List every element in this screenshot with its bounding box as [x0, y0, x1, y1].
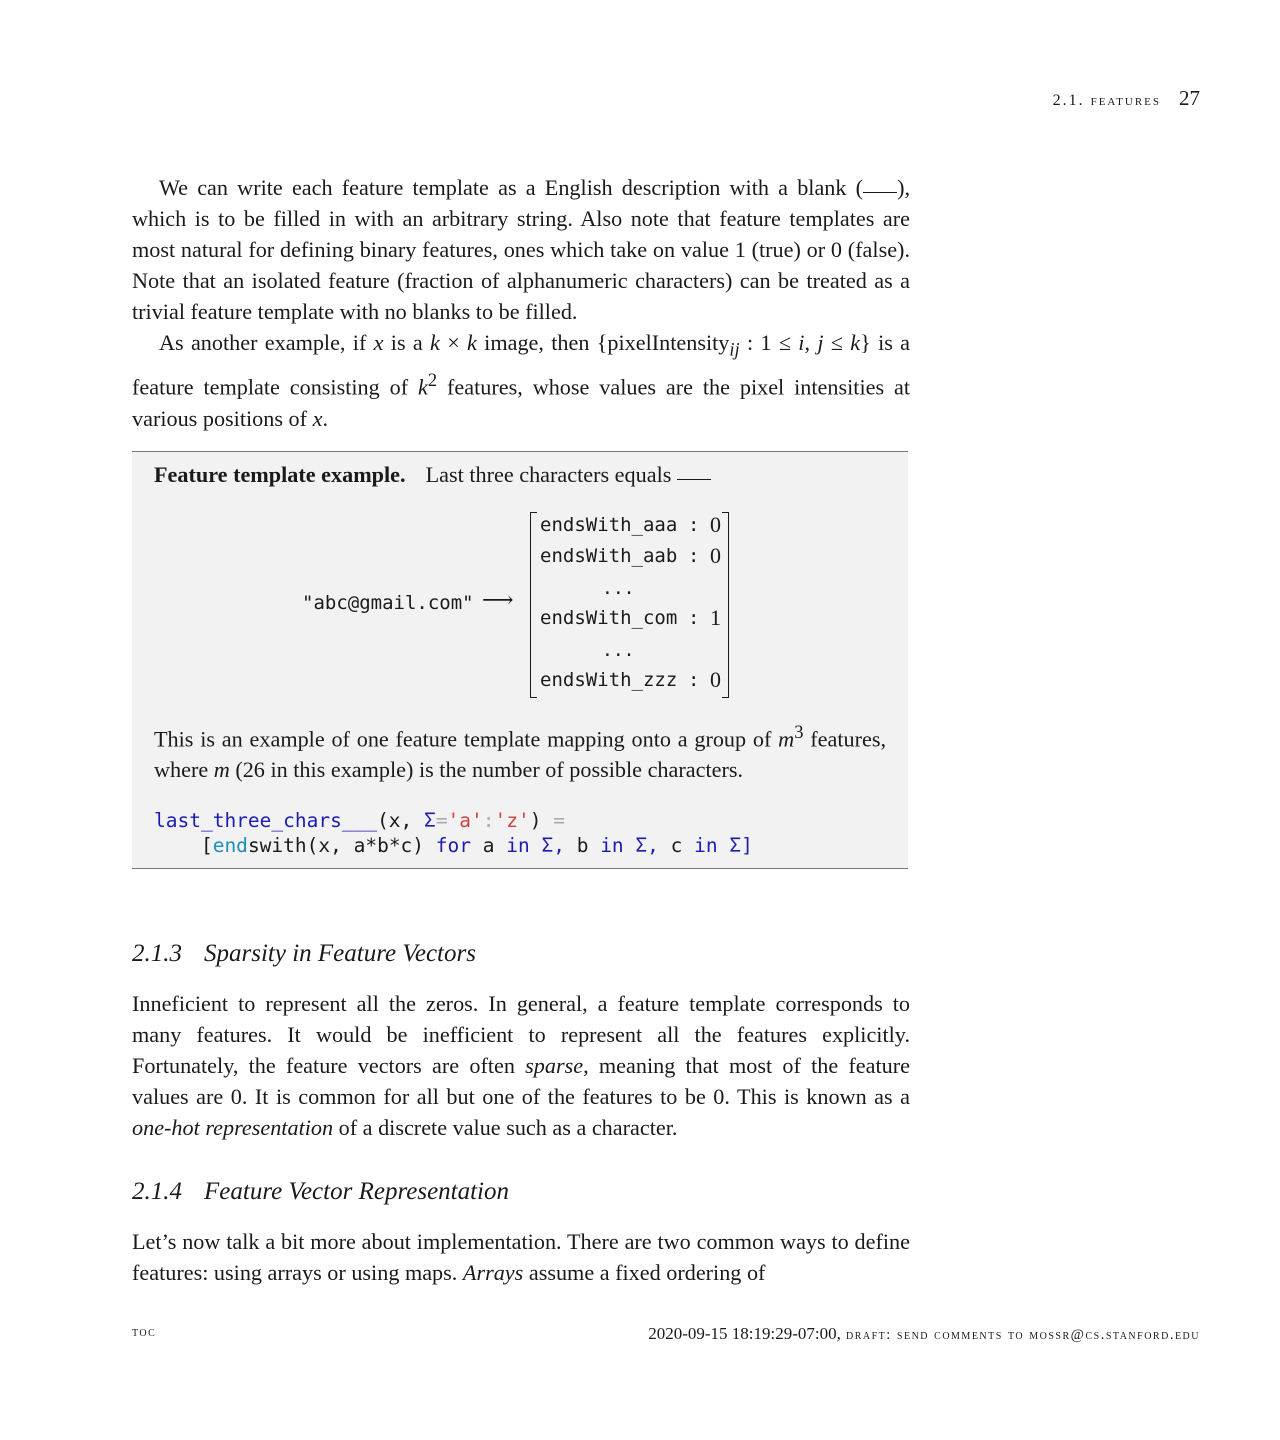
- paragraph-sparsity: Inneficient to represent all the zeros. In general, a feature template corresponds to many features. It would be inefficient to represent all the features explicitly. Fortunately, the feature vectors are often sparse, meaning that most of the feature values are 0. It is common for all but one of the features to be 0. This is known as a one-hot representation of a discrete value such as a character.: [132, 991, 910, 1140]
- blank-line: [863, 192, 897, 193]
- example-box: [132, 451, 908, 869]
- paragraph-implementation: Let’s now talk a bit more about implementation. There are two common ways to define features: using arrays or using maps. Arrays assume a fixed ordering of: [132, 1229, 910, 1285]
- vector-ellipsis: ...: [602, 578, 635, 599]
- section-heading-2-1-4: [132, 1178, 509, 1206]
- vector-left-bracket: [530, 512, 537, 698]
- example-box-subtitle: Last three characters equals: [425, 462, 672, 487]
- section-title: Sparsity in Feature Vectors: [204, 940, 476, 967]
- footer-toc-link[interactable]: toc: [132, 1324, 157, 1340]
- example-box-title: Feature template example.: [154, 462, 406, 487]
- section-2-1-3-body: [132, 988, 910, 1143]
- page-number: 27: [1179, 86, 1200, 110]
- section-2-1-4-body: [132, 1226, 910, 1288]
- vector-row: endsWith_com : 1: [540, 605, 721, 630]
- running-head: [1053, 86, 1200, 111]
- section-number: 2.1.4: [132, 1178, 182, 1205]
- running-head-section: 2.1. features: [1052, 92, 1161, 109]
- vector-row: endsWith_aaa : 0: [540, 512, 721, 537]
- code-snippet: last_three_chars___(x, Σ='a':'z') = [endswith(x, a*b*c) for a in Σ, b in Σ, c in Σ]: [154, 809, 753, 857]
- vector-ellipsis: ...: [602, 640, 635, 661]
- section-heading-2-1-3: [132, 940, 476, 968]
- mapping-arrow: ⟶: [482, 588, 514, 613]
- footer-draft-note: [648, 1324, 1200, 1344]
- vector-row: endsWith_aab : 0: [540, 543, 721, 568]
- footer-comments: draft: send comments to mossr@cs.stanford.edu: [840, 1327, 1200, 1343]
- section-number: 2.1.3: [132, 940, 182, 967]
- vector-row: endsWith_zzz : 0: [540, 667, 721, 692]
- example-explanation: This is an example of one feature template mapping onto a group of $m^3$ features, where m (26 in this example) is the number of possible characters.: [154, 723, 886, 783]
- section-title: Feature Vector Representation: [204, 1178, 510, 1205]
- example-box-heading: [154, 462, 711, 488]
- footer-date: 2020-09-15 18:19:29-07:00,: [648, 1324, 841, 1343]
- input-string: "abc@gmail.com": [302, 592, 474, 614]
- intro-paragraphs: [132, 172, 910, 434]
- blank-line: [677, 479, 711, 480]
- paragraph-pixel-intensity: As another example, if x is a k × k image, then {pixelIntensity$_{ij}$ : 1 ≤ i, j ≤ k} is a feature template consisting of $k^2$ features, whose values are the pixel intensities at various positions of x.: [132, 330, 911, 431]
- paragraph-feature-templates: We can write each feature template as a English description with a blank ( ), which is to be filled in with an arbitrary string. Also note that feature templates are most natural for defining binary features, ones which take on value 1 (true) or 0 (false). Note that an isolated feature (fraction of alphanumeric characters) can be treated as a trivial feature template with no blanks to be filled.: [132, 175, 910, 324]
